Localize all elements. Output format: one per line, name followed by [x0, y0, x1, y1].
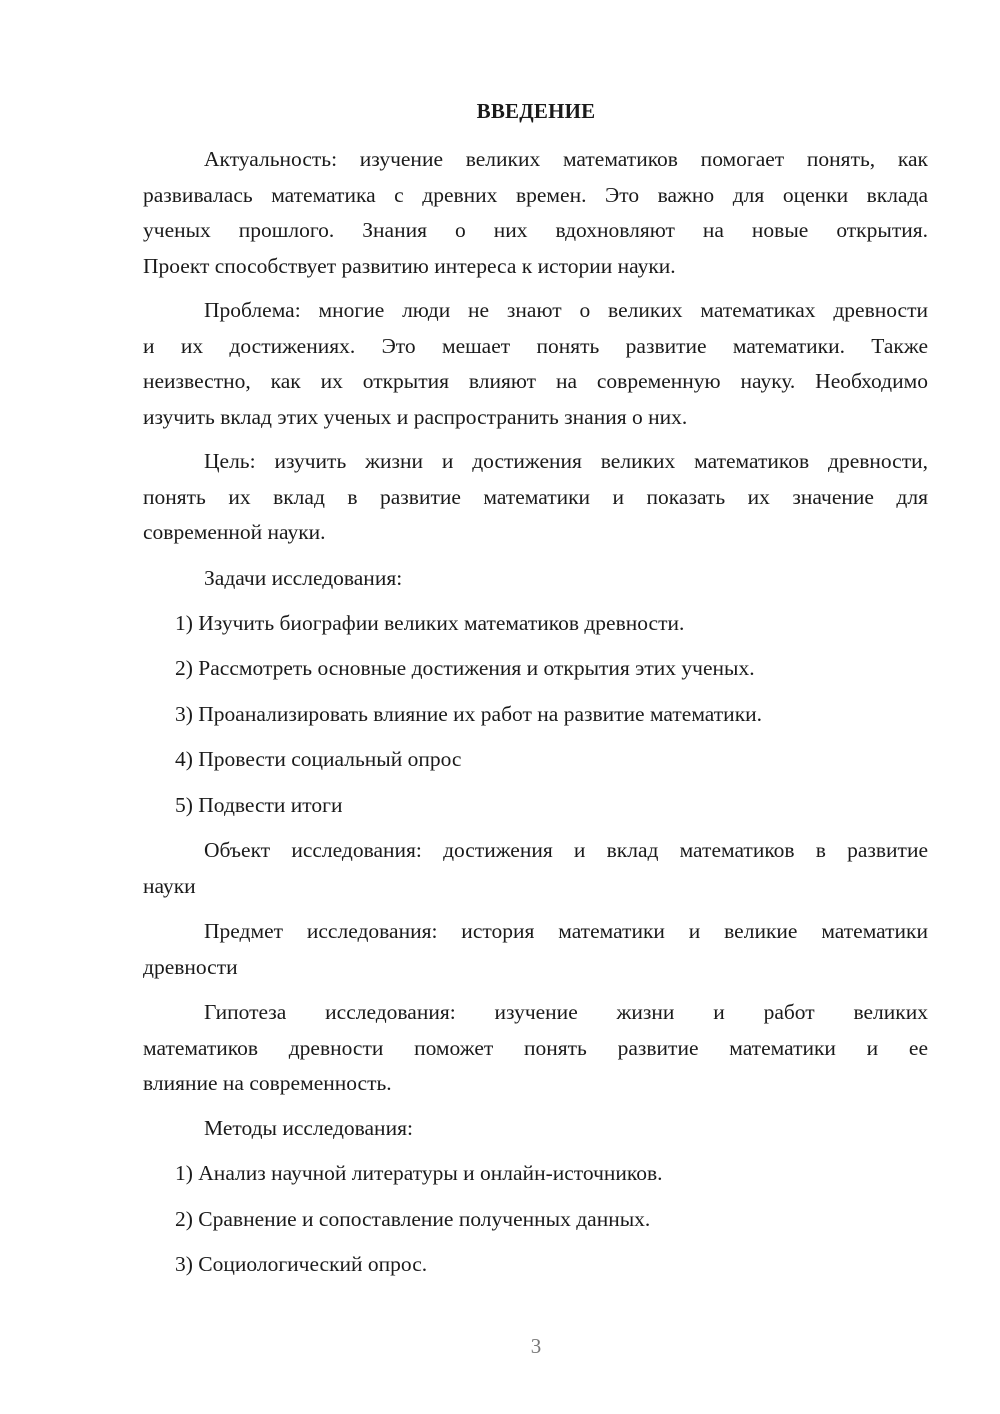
text-line: Проект способствует развитию интереса к истории науки.: [143, 253, 676, 278]
paragraph-hypothesis: [143, 995, 928, 1102]
text-line: математиков древности поможет понять развитие математики и ее: [143, 1035, 928, 1060]
task-item: 4) Провести социальный опрос: [175, 747, 462, 771]
text-line: Объект исследования: достижения и вклад математиков в развитие: [204, 838, 928, 862]
text-line: Актуальность: изучение великих математиков помогает понять, как: [204, 147, 928, 171]
method-item: 3) Социологический опрос.: [175, 1252, 428, 1276]
paragraph-relevance: [143, 142, 928, 284]
text-line: и их достижениях. Это мешает понять развитие математики. Также: [143, 333, 928, 358]
text-line: Проблема: многие люди не знают о великих математиках древности: [204, 298, 928, 322]
task-item: 2) Рассмотреть основные достижения и открытия этих ученых.: [175, 656, 755, 680]
text-line: Предмет исследования: история математики и великие математики: [204, 919, 928, 943]
paragraph-subject: [143, 914, 928, 985]
tasks-heading: Задачи исследования:: [204, 566, 403, 590]
paragraph-problem: [143, 293, 928, 435]
task-item: 5) Подвести итоги: [175, 793, 343, 817]
text-line: изучить вклад этих ученых и распространить знания о них.: [143, 404, 688, 429]
text-line: древности: [143, 954, 238, 979]
task-item: 3) Проанализировать влияние их работ на развитие математики.: [175, 702, 763, 726]
text-line: неизвестно, как их открытия влияют на современную науку. Необходимо: [143, 369, 928, 393]
paragraph-goal: [143, 444, 928, 551]
text-line: ученых прошлого. Знания о них вдохновляют на новые открытия.: [143, 218, 928, 242]
paragraph-object: [143, 833, 928, 904]
page-number: 3: [530, 1334, 542, 1358]
text-line: понять их вклад в развитие математики и показать их значение для: [143, 484, 928, 509]
text-line: современной науки.: [143, 520, 326, 544]
methods-heading: Методы исследования:: [204, 1116, 413, 1140]
method-item: 1) Анализ научной литературы и онлайн-источников.: [175, 1161, 663, 1185]
page-title: ВВЕДЕНИЕ: [476, 99, 596, 123]
text-line: науки: [143, 873, 196, 898]
text-line: развивалась математика с древних времен. Это важно для оценки вклада: [143, 182, 928, 207]
text-line: Гипотеза исследования: изучение жизни и работ великих: [204, 1000, 928, 1024]
text-line: Цель: изучить жизни и достижения великих математиков древности,: [204, 449, 928, 473]
method-item: 2) Сравнение и сопоставление полученных данных.: [175, 1207, 651, 1231]
task-item: 1) Изучить биографии великих математиков древности.: [175, 611, 685, 635]
text-line: влияние на современность.: [143, 1071, 392, 1095]
